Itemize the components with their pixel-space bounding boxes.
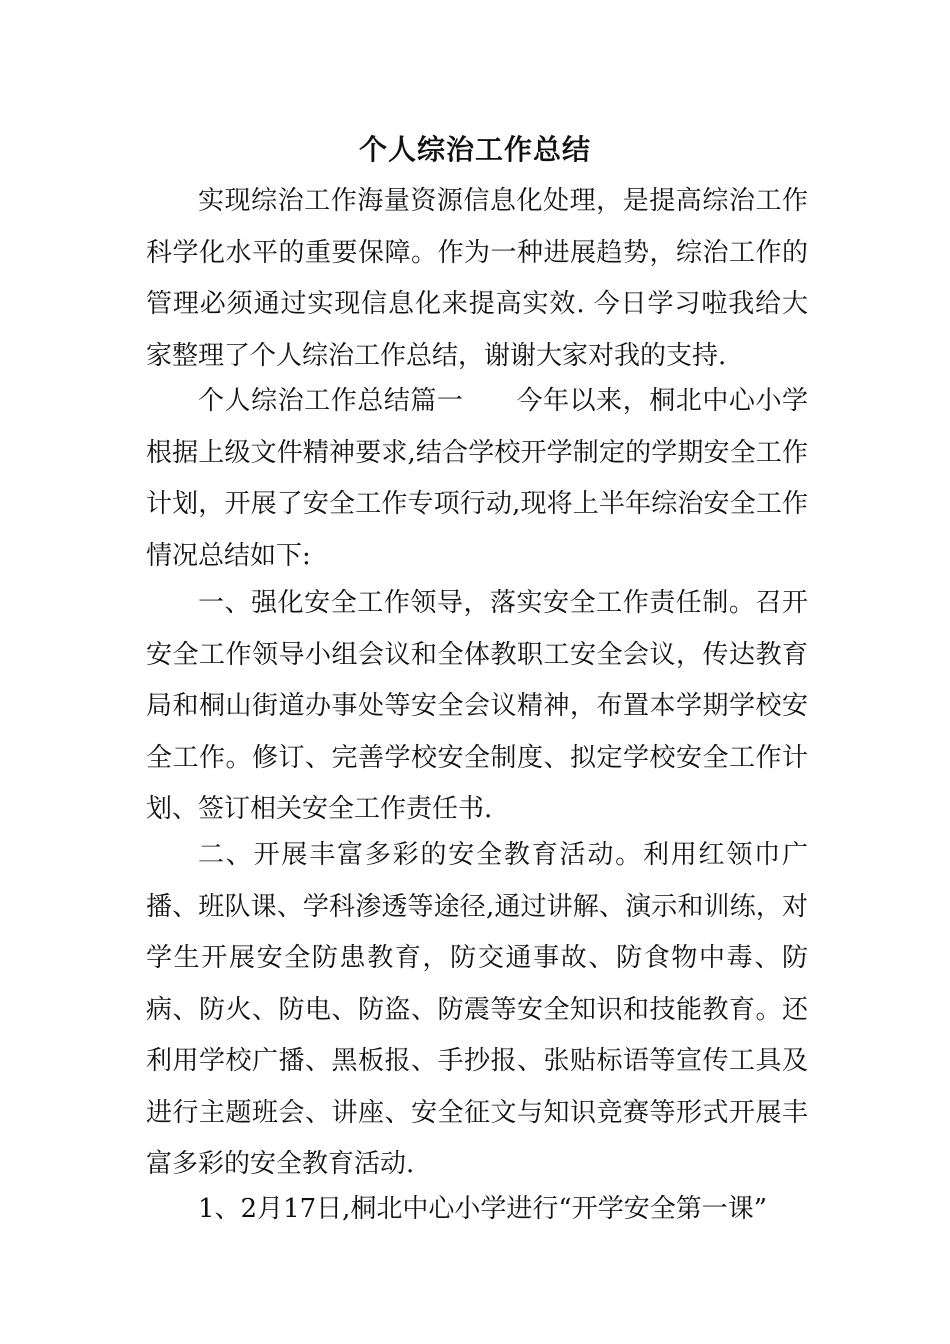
- document-title: 个人综治工作总结: [358, 133, 591, 166]
- paragraph-item-one: 1、2月17日,桐北中心小学进行“开学安全第一课”: [198, 1194, 768, 1224]
- paragraph-intro: 实现综治工作海量资源信息化处理，是提高综治工作科学化水平的重要保障。作为一种进展趋势，综治工作的管理必须通过实现信息化来提高实效. 今日学习啦我给大家整理了个人综治工作总结，谢谢大家对我的支持.: [146, 186, 808, 371]
- paragraph-section-two: 二、开展丰富多彩的安全教育活动。利用红领巾广播、班队课、学科渗透等途径,通过讲解、演示和训练，对学生开展安全防患教育，防交通事故、防食物中毒、防病、防火、防电、防盗、防震等安全知识和技能教育。还利用学校广播、黑板报、手抄报、张贴标语等宣传工具及进行主题班会、讲座、安全征文与知识竞赛等形式开展丰富多彩的安全教育活动.: [146, 840, 808, 1179]
- paragraph-section-one: 一、强化安全工作领导，落实安全工作责任制。召开安全工作领导小组会议和全体教职工安全会议，传达教育局和桐山街道办事处等安全会议精神，布置本学期学校安全工作。修订、完善学校安全制度、拟定学校安全工作计划、签订相关安全工作责任书.: [146, 588, 808, 824]
- paragraph-summary-one: 个人综治工作总结篇一 今年以来，桐北中心小学根据上级文件精神要求,结合学校开学制定的学期安全工作计划，开展了安全工作专项行动,现将上半年综治安全工作情况总结如下:: [146, 386, 808, 571]
